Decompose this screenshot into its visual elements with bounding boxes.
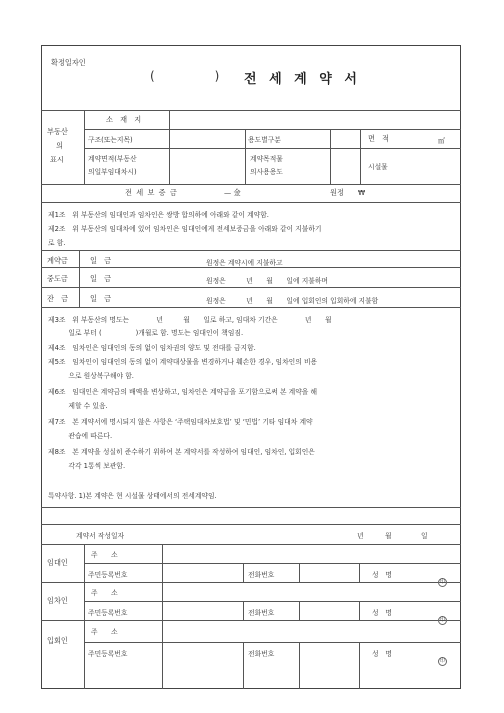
lessor-phone-label: 전화번호 bbox=[248, 571, 275, 579]
purpose-label-1: 계약목적물 bbox=[250, 155, 283, 163]
use-label: 용도별구분 bbox=[248, 136, 281, 144]
clause-6: 제6조 임대인은 계약금의 배액을 변상하고, 임차인은 계약금을 포기함으로써 본 계약을 해 bbox=[48, 388, 318, 396]
payment-label-3: 잔 금 bbox=[47, 294, 69, 303]
property-section-label-2: 의 bbox=[56, 141, 63, 150]
payment-sub-3: 일 금 bbox=[90, 294, 112, 303]
property-section-label-1: 부동산 bbox=[47, 127, 68, 136]
lessor-name-label: 성 명 bbox=[372, 571, 392, 579]
clause-2: 제2조 위 부동산의 임대차에 있어 임차인은 임대인에게 전세보증금을 아래와 같이 지불하기 bbox=[48, 225, 322, 233]
witness-phone-label: 전화번호 bbox=[248, 650, 275, 658]
witness-address-label: 주 소 bbox=[91, 628, 118, 636]
area-unit: ㎡ bbox=[438, 137, 445, 145]
contract-area-label-1: 계약면적(부동산 bbox=[88, 155, 137, 163]
seal-icon: 印 bbox=[439, 658, 445, 664]
clause-3-cont: 일로 부터 ( )개월로 함. 명도는 임대인이 책임짐. bbox=[48, 329, 244, 337]
purpose-label-2: 의사용용도 bbox=[250, 168, 283, 176]
lessee-id-label: 주민등록번호 bbox=[88, 609, 128, 617]
special-provisions: 특약사항. 1)본 계약은 현 시설물 상태에서의 전세계약임. bbox=[48, 492, 217, 500]
contract-area-label-2: 의일부임대차시) bbox=[88, 168, 137, 176]
clause-1: 제1조 위 부동산의 임대인과 임차인은 쌍방 합의하에 아래와 같이 계약함. bbox=[48, 211, 269, 219]
page-title: 전 세 계 약 서 bbox=[244, 72, 361, 87]
lessee-name-label: 성 명 bbox=[372, 609, 392, 617]
payment-text-3: 원정은 년 월 일에 입회인의 입회하에 지불함 bbox=[206, 297, 379, 305]
clause-5-cont: 으로 원상복구해야 함. bbox=[48, 372, 134, 380]
clause-8-cont: 각각 1통씩 보관함. bbox=[48, 462, 126, 470]
clause-3: 제3조 위 부동산의 명도는 년 월 일로 하고, 임대차 기간은 년 월 bbox=[48, 316, 332, 324]
party-role-witness: 입회인 bbox=[47, 636, 68, 645]
witness-id-label: 주민등록번호 bbox=[88, 650, 128, 658]
location-label: 소 재 지 bbox=[106, 115, 142, 124]
date-month: 월 bbox=[385, 532, 392, 540]
payment-label-1: 계약금 bbox=[47, 256, 68, 265]
area-label: 면 적 bbox=[368, 134, 390, 143]
clause-7: 제7조 본 계약서에 명시되지 않은 사항은 ‘주택임대차보호법’ 및 ‘민법’ 기타 임대차 계약 bbox=[48, 418, 313, 426]
lessor-address-label: 주 소 bbox=[91, 551, 118, 559]
date-day: 일 bbox=[421, 532, 428, 540]
facilities-label: 시설물 bbox=[368, 163, 388, 171]
clause-5: 제5조 임차인이 임대인의 동의 없이 계약대상물을 변경하거나 훼손한 경우, 임차인의 비용 bbox=[48, 358, 318, 366]
payment-sub-2: 일 금 bbox=[90, 274, 112, 283]
clause-8: 제8조 본 계약을 성실히 준수하기 위하여 본 계약서를 작성하여 임대인, 임차인, 입회인은 bbox=[48, 448, 315, 456]
lessee-phone-label: 전화번호 bbox=[248, 609, 275, 617]
property-section-label-3: 표시 bbox=[50, 155, 64, 164]
payment-text-1: 원정은 계약시에 지불하고 bbox=[206, 259, 283, 267]
payment-text-2: 원정은 년 월 일에 지불하며 bbox=[206, 277, 328, 285]
party-role-lessee: 임차인 bbox=[47, 596, 68, 605]
date-year: 년 bbox=[357, 532, 364, 540]
deposit-amount-prefix: — 金 bbox=[224, 188, 241, 197]
clause-4: 제4조 임차인은 임대인의 동의 없이 임차권의 양도 및 전대를 금지함. bbox=[48, 344, 256, 352]
title-paren: ( ) bbox=[150, 69, 220, 83]
witness-name-label: 성 명 bbox=[372, 650, 392, 658]
seal-icon: 印 bbox=[439, 617, 445, 623]
confirm-date-label: 확정일자인 bbox=[51, 58, 86, 67]
seal-icon: 印 bbox=[439, 579, 445, 585]
deposit-won-symbol: ₩ bbox=[358, 188, 366, 197]
deposit-label: 전 세 보 증 금 bbox=[125, 188, 178, 197]
lessee-address-label: 주 소 bbox=[91, 589, 118, 597]
structure-label: 구조(또는지목) bbox=[88, 136, 133, 144]
clause-6-cont: 제할 수 있음. bbox=[48, 402, 108, 410]
lessor-id-label: 주민등록번호 bbox=[88, 571, 128, 579]
payment-label-2: 중도금 bbox=[47, 274, 68, 283]
clause-2-cont: 로 함. bbox=[48, 239, 66, 247]
clause-7-cont: 관습에 따른다. bbox=[48, 432, 113, 440]
date-row-label: 계약서 작성일자 bbox=[76, 532, 125, 540]
payment-sub-1: 일 금 bbox=[90, 256, 112, 265]
party-role-lessor: 임대인 bbox=[47, 558, 68, 567]
deposit-won-label: 원정 bbox=[330, 188, 344, 197]
